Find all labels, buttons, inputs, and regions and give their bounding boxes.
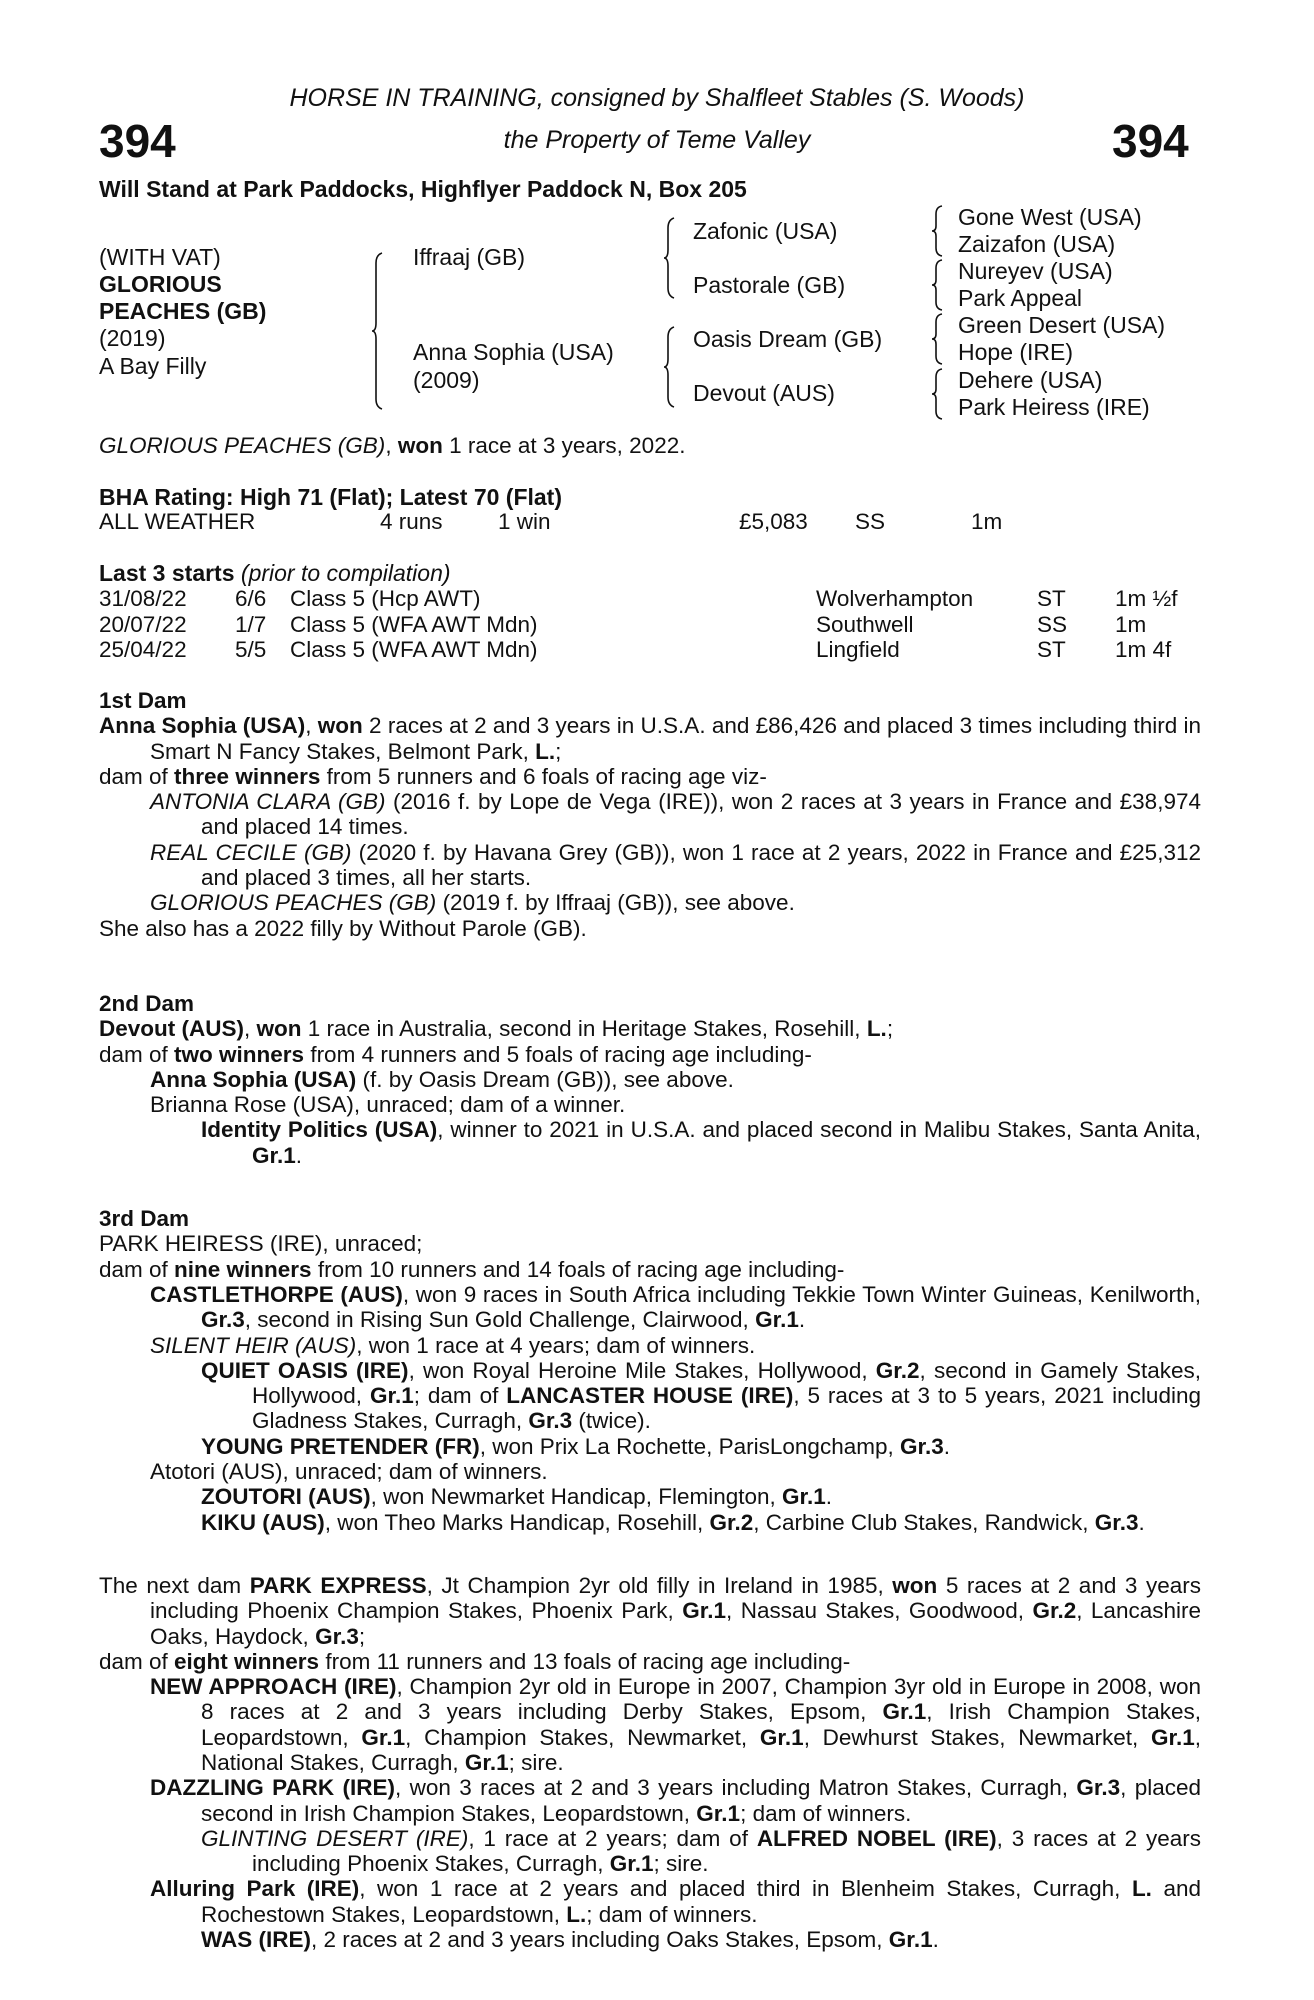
italic-text: GLORIOUS PEACHES (GB): [150, 890, 437, 916]
start-venue: Southwell: [816, 611, 914, 637]
stand-location: Will Stand at Park Paddocks, Highflyer Paddock N, Box 205: [99, 176, 747, 202]
bold-text: won: [892, 1572, 938, 1598]
bold-text: PARK EXPRESS: [249, 1572, 427, 1598]
bold-text: nine winners: [174, 1256, 312, 1282]
text: , Irish Champion Stakes, Leopardstown,: [201, 1699, 1201, 1750]
text: from 4 runners and 5 foals of racing age including-: [304, 1041, 812, 1067]
start-dist: 1m 4f: [1115, 637, 1172, 662]
pedigree-entry: [99, 1434, 1201, 1459]
pedigree-section: [99, 1573, 1201, 1952]
lot-number-right: 394: [1112, 115, 1189, 167]
bold-text: Gr.2: [1032, 1598, 1077, 1624]
bold-text: Gr.1: [882, 1699, 927, 1725]
start-going: SS: [1037, 611, 1068, 637]
text: 1 race in Australia, second in Heritage Stakes, Rosehill,: [301, 1016, 867, 1042]
pedigree-entry: [99, 916, 1201, 941]
bold-text: L.: [866, 1016, 887, 1042]
text: , won 1 race at 4 years; dam of winners.: [356, 1332, 756, 1358]
dam: Anna Sophia (USA): [413, 339, 614, 365]
text: , Carbine Club Stakes, Randwick,: [753, 1509, 1095, 1535]
bold-text: QUIET OASIS (IRE): [201, 1357, 409, 1383]
bold-text: Gr.3: [201, 1307, 245, 1333]
text: ; dam of winners.: [586, 1901, 758, 1927]
bold-text: L.: [535, 738, 556, 764]
pedigree-entry: [99, 1092, 1201, 1117]
grandparent: Zafonic (USA): [693, 218, 838, 244]
text: ,: [305, 713, 318, 739]
pedigree-entry: [99, 1067, 1201, 1092]
text: , 2 races at 2 and 3 years including Oaks Stakes, Epsom,: [311, 1927, 889, 1953]
text: (2019 f. by Iffraaj (GB)), see above.: [436, 890, 795, 916]
bold-text: eight winners: [174, 1648, 320, 1674]
bold-text: Anna Sophia (USA): [150, 1066, 357, 1092]
great-grandparent: Green Desert (USA): [958, 312, 1166, 338]
bold-text: three winners: [174, 763, 321, 789]
bold-text: Gr.3: [528, 1408, 573, 1434]
text: ; sire.: [508, 1749, 564, 1775]
bold-text: Gr.3: [1076, 1775, 1121, 1801]
bold-text: won: [317, 713, 363, 739]
bold-text: KIKU (AUS): [201, 1509, 325, 1535]
great-grandparent: Park Heiress (IRE): [958, 394, 1150, 420]
text: 2 races at 2 and 3 years in U.S.A. and £86,426 and placed 3 times including third in Smart N Fancy Stakes, Belmont Park,: [150, 713, 1201, 764]
bold-text: Gr.3: [899, 1433, 944, 1459]
summary-horse-name: GLORIOUS PEACHES (GB): [99, 433, 386, 458]
last-starts-note: (prior to compilation): [234, 560, 451, 586]
pedigree-brace: [664, 327, 676, 407]
bold-text: Devout (AUS): [99, 1016, 244, 1042]
pedigree-entry: [99, 1775, 1201, 1826]
text: , Champion 2yr old in Europe in 2007, Champion 3yr old in Europe in 2008, won 8 races at 2 and 3 years including Derby Stakes, Epsom,: [201, 1674, 1201, 1725]
start-venue: Wolverhampton: [816, 586, 974, 611]
property-line: the Property of Teme Valley: [503, 126, 811, 154]
last-starts-heading: [99, 562, 451, 585]
pedigree-entry: [99, 1927, 1201, 1952]
bold-text: two winners: [174, 1041, 305, 1067]
great-grandparent: Gone West (USA): [958, 204, 1142, 230]
text: 5 races at 2 and 3 years including Phoenix Champion Stakes, Phoenix Park,: [150, 1572, 1201, 1624]
bold-text: Anna Sophia (USA): [99, 713, 306, 739]
bold-text: ALFRED NOBEL (IRE): [756, 1825, 997, 1851]
start-class: Class 5 (Hcp AWT): [290, 586, 481, 611]
horse-name-line1: GLORIOUS: [99, 271, 222, 297]
rating-going: SS: [855, 509, 886, 534]
text: , 1 race at 2 years; dam of: [468, 1825, 757, 1851]
bold-text: NEW APPROACH (IRE): [150, 1674, 397, 1700]
pedigree-section: [99, 688, 1201, 941]
bold-text: Gr.1: [609, 1851, 654, 1877]
grandparent: Pastorale (GB): [693, 272, 846, 298]
bold-text: YOUNG PRETENDER (FR): [201, 1433, 480, 1459]
text: dam of: [99, 1041, 175, 1067]
text: PARK HEIRESS (IRE), unraced;: [99, 1231, 423, 1257]
italic-text: GLINTING DESERT (IRE): [201, 1825, 469, 1851]
pedigree-entry: [99, 764, 1201, 789]
bold-text: ZOUTORI (AUS): [201, 1484, 371, 1510]
text: , 3 races at 2 years including Phoenix Stakes, Curragh,: [252, 1825, 1201, 1877]
text: ;: [555, 738, 562, 764]
start-class: Class 5 (WFA AWT Mdn): [290, 637, 538, 662]
text: ;: [886, 1016, 894, 1042]
text: from 5 runners and 6 foals of racing age viz-: [320, 763, 767, 789]
text: (2016 f. by Lope de Vega (IRE)), won 2 races at 3 years in France and £38,974 and placed 14 times.: [201, 789, 1201, 840]
text: She also has a 2022 filly by Without Parole (GB).: [99, 915, 587, 941]
bold-text: Gr.1: [759, 1724, 804, 1750]
start-pos: 5/5: [235, 637, 267, 662]
text: , won Theo Marks Handicap, Rosehill,: [324, 1509, 710, 1535]
pedigree-entry: [99, 1510, 1201, 1535]
text: , Jt Champion 2yr old filly in Ireland in 1985,: [426, 1572, 893, 1598]
start-dist: 1m: [1115, 611, 1147, 637]
start-date: 31/08/22: [99, 586, 187, 611]
horse-name-line2: PEACHES (GB): [99, 298, 267, 324]
bold-text: Gr.1: [696, 1800, 741, 1826]
rating-runs: 4 runs: [380, 509, 443, 534]
text: , second in Rising Sun Gold Challenge, Clairwood,: [244, 1307, 756, 1333]
bold-text: Gr.3: [315, 1623, 359, 1649]
bold-text: L.: [566, 1901, 587, 1927]
pedigree-entry: [99, 713, 1201, 764]
bold-text: Gr.1: [464, 1749, 509, 1775]
text: , Dewhurst Stakes, Newmarket,: [803, 1724, 1151, 1750]
race-summary: [99, 435, 685, 458]
last-starts-title: Last 3 starts: [99, 560, 235, 586]
text: .: [943, 1433, 951, 1459]
text: .: [295, 1142, 303, 1168]
text: , Champion Stakes, Newmarket,: [405, 1724, 760, 1750]
text: (2020 f. by Havana Grey (GB)), won 1 race at 2 years, 2022 in France and £25,312 and placed 3 times, all her starts.: [201, 839, 1201, 891]
great-grandparent: Park Appeal: [958, 285, 1083, 311]
dam-sections: [99, 688, 1201, 1952]
pedigree-entry: [99, 840, 1201, 891]
start-dist: 1m ½f: [1115, 586, 1178, 611]
section-heading: 2nd Dam: [99, 990, 195, 1016]
pedigree-entry: [99, 1358, 1201, 1434]
text: (f. by Oasis Dream (GB)), see above.: [356, 1066, 734, 1092]
text: dam of: [99, 1256, 175, 1282]
text: from 10 runners and 14 foals of racing age including-: [311, 1256, 845, 1282]
text: , placed second in Irish Champion Stakes, Leopardstown,: [201, 1775, 1201, 1826]
bold-text: Gr.2: [709, 1509, 754, 1535]
great-grandparent: Nureyev (USA): [958, 258, 1113, 284]
pedigree-brace: [372, 253, 384, 409]
text: Atotori (AUS), unraced; dam of winners.: [150, 1459, 548, 1485]
rating-prize: £5,083: [739, 509, 808, 534]
pedigree-entry: [99, 1016, 1201, 1041]
pedigree-entry: [99, 1459, 1201, 1484]
text: and Rochestown Stakes, Leopardstown,: [201, 1876, 1201, 1927]
great-grandparent: Dehere (USA): [958, 367, 1103, 393]
pedigree-section: [99, 1206, 1201, 1535]
rating-surface: ALL WEATHER: [99, 509, 256, 534]
text: (twice).: [572, 1408, 651, 1434]
pedigree-entry: [99, 1826, 1201, 1877]
pedigree-entry: [99, 1333, 1201, 1358]
italic-text: SILENT HEIR (AUS): [150, 1332, 357, 1358]
text: ; dam of winners.: [740, 1800, 912, 1826]
summary-won: won: [397, 433, 443, 458]
text: The next dam: [99, 1572, 250, 1598]
text: ,: [244, 1016, 257, 1042]
pedigree-entry: [99, 1231, 1201, 1256]
bold-text: Gr.1: [1150, 1724, 1195, 1750]
pedigree-entry: [99, 1876, 1201, 1927]
pedigree-brace: [932, 369, 944, 419]
text: , won 3 races at 2 and 3 years including Matron Stakes, Curragh,: [395, 1775, 1077, 1801]
text: Brianna Rose (USA), unraced; dam of a winner.: [150, 1092, 626, 1118]
start-going: ST: [1037, 586, 1066, 611]
text: , Nassau Stakes, Goodwood,: [726, 1598, 1033, 1624]
sire: Iffraaj (GB): [413, 244, 526, 270]
rating-wins: 1 win: [498, 509, 551, 534]
start-date: 25/04/22: [99, 637, 187, 662]
bold-text: Gr.1: [361, 1724, 406, 1750]
pedigree-entry: [99, 1117, 1201, 1168]
text: .: [798, 1307, 806, 1333]
bold-text: Gr.1: [755, 1307, 799, 1333]
text: , won Royal Heroine Mile Stakes, Hollywood,: [408, 1357, 876, 1383]
grandparent: Devout (AUS): [693, 380, 835, 406]
start-pos: 6/6: [235, 586, 267, 611]
text: , Lancashire Oaks, Haydock,: [150, 1598, 1201, 1649]
pedigree-entry: [99, 1649, 1201, 1674]
text: .: [825, 1484, 833, 1510]
horse-description: A Bay Filly: [99, 353, 207, 379]
text: ; dam of: [413, 1383, 507, 1409]
start-date: 20/07/22: [99, 611, 187, 637]
bold-text: Gr.1: [888, 1927, 933, 1953]
lot-number-left: 394: [99, 115, 176, 167]
bold-text: Identity Politics (USA): [201, 1117, 438, 1143]
summary-sep: ,: [385, 433, 398, 458]
pedigree-entry: [99, 1484, 1201, 1509]
pedigree-entry: [99, 1042, 1201, 1067]
great-grandparent: Hope (IRE): [958, 339, 1074, 365]
pedigree-entry: [99, 890, 1201, 915]
bold-text: Alluring Park (IRE): [150, 1876, 360, 1902]
start-class: Class 5 (WFA AWT Mdn): [290, 611, 538, 637]
bold-text: Gr.1: [252, 1142, 296, 1168]
text: , winner to 2021 in U.S.A. and placed second in Malibu Stakes, Santa Anita,: [437, 1117, 1201, 1143]
text: , won Prix La Rochette, ParisLongchamp,: [479, 1433, 900, 1459]
text: , second in Gamely Stakes, Hollywood,: [252, 1357, 1201, 1409]
text: dam of: [99, 1648, 175, 1674]
dam-year: (2009): [413, 367, 480, 393]
pedigree-entry: [99, 789, 1201, 840]
start-pos: 1/7: [235, 611, 267, 637]
text: ; sire.: [653, 1851, 709, 1877]
consignment-line: HORSE IN TRAINING, consigned by Shalfleet Stables (S. Woods): [289, 84, 1025, 112]
section-heading: 3rd Dam: [99, 1206, 190, 1232]
bold-text: Gr.1: [369, 1383, 414, 1409]
bold-text: Gr.1: [682, 1598, 726, 1624]
text: , won 9 races in South Africa including Tekkie Town Winter Guineas, Kenilworth,: [402, 1281, 1202, 1307]
bold-text: L.: [1131, 1876, 1152, 1902]
rating-distance: 1m: [971, 509, 1003, 534]
pedigree-brace: [932, 314, 944, 364]
text: .: [932, 1927, 939, 1953]
grandparent: Oasis Dream (GB): [693, 326, 883, 352]
bold-text: Gr.2: [875, 1357, 920, 1383]
start-going: ST: [1037, 637, 1066, 662]
pedigree-brace: [932, 206, 944, 256]
pedigree-brace: [664, 218, 676, 298]
text: , won 1 race at 2 years and placed third in Blenheim Stakes, Curragh,: [359, 1876, 1132, 1902]
text: , 5 races at 3 to 5 years, 2021 including Gladness Stakes, Curragh,: [252, 1383, 1201, 1434]
start-venue: Lingfield: [816, 637, 900, 662]
section-heading: 1st Dam: [99, 688, 187, 713]
text: , won Newmarket Handicap, Flemington,: [370, 1484, 783, 1510]
text: .: [1138, 1509, 1145, 1535]
bold-text: CASTLETHORPE (AUS): [150, 1281, 403, 1307]
text: from 11 runners and 13 foals of racing age including-: [319, 1648, 851, 1674]
bha-rating: BHA Rating: High 71 (Flat); Latest 70 (Flat): [99, 484, 562, 510]
bold-text: Gr.3: [1094, 1509, 1139, 1535]
italic-text: REAL CECILE (GB): [150, 839, 352, 865]
pedigree-entry: [99, 1257, 1201, 1282]
pedigree-entry: [99, 1573, 1201, 1649]
text: ;: [358, 1623, 366, 1649]
pedigree-section: [99, 991, 1201, 1168]
bold-text: WAS (IRE): [201, 1927, 311, 1953]
summary-text: 1 race at 3 years, 2022.: [442, 433, 686, 458]
bold-text: Gr.1: [782, 1484, 826, 1510]
text: dam of: [99, 763, 175, 789]
bold-text: won: [256, 1016, 302, 1042]
horse-year: (2019): [99, 325, 166, 351]
pedigree-entry: [99, 1282, 1201, 1333]
vat-note: (WITH VAT): [99, 244, 221, 270]
italic-text: ANTONIA CLARA (GB): [150, 789, 386, 815]
great-grandparent: Zaizafon (USA): [958, 231, 1116, 257]
text: , National Stakes, Curragh,: [201, 1724, 1201, 1775]
pedigree-entry: [99, 1674, 1201, 1775]
bold-text: LANCASTER HOUSE (IRE): [506, 1383, 794, 1409]
bold-text: DAZZLING PARK (IRE): [150, 1775, 395, 1801]
pedigree-brace: [932, 260, 944, 310]
